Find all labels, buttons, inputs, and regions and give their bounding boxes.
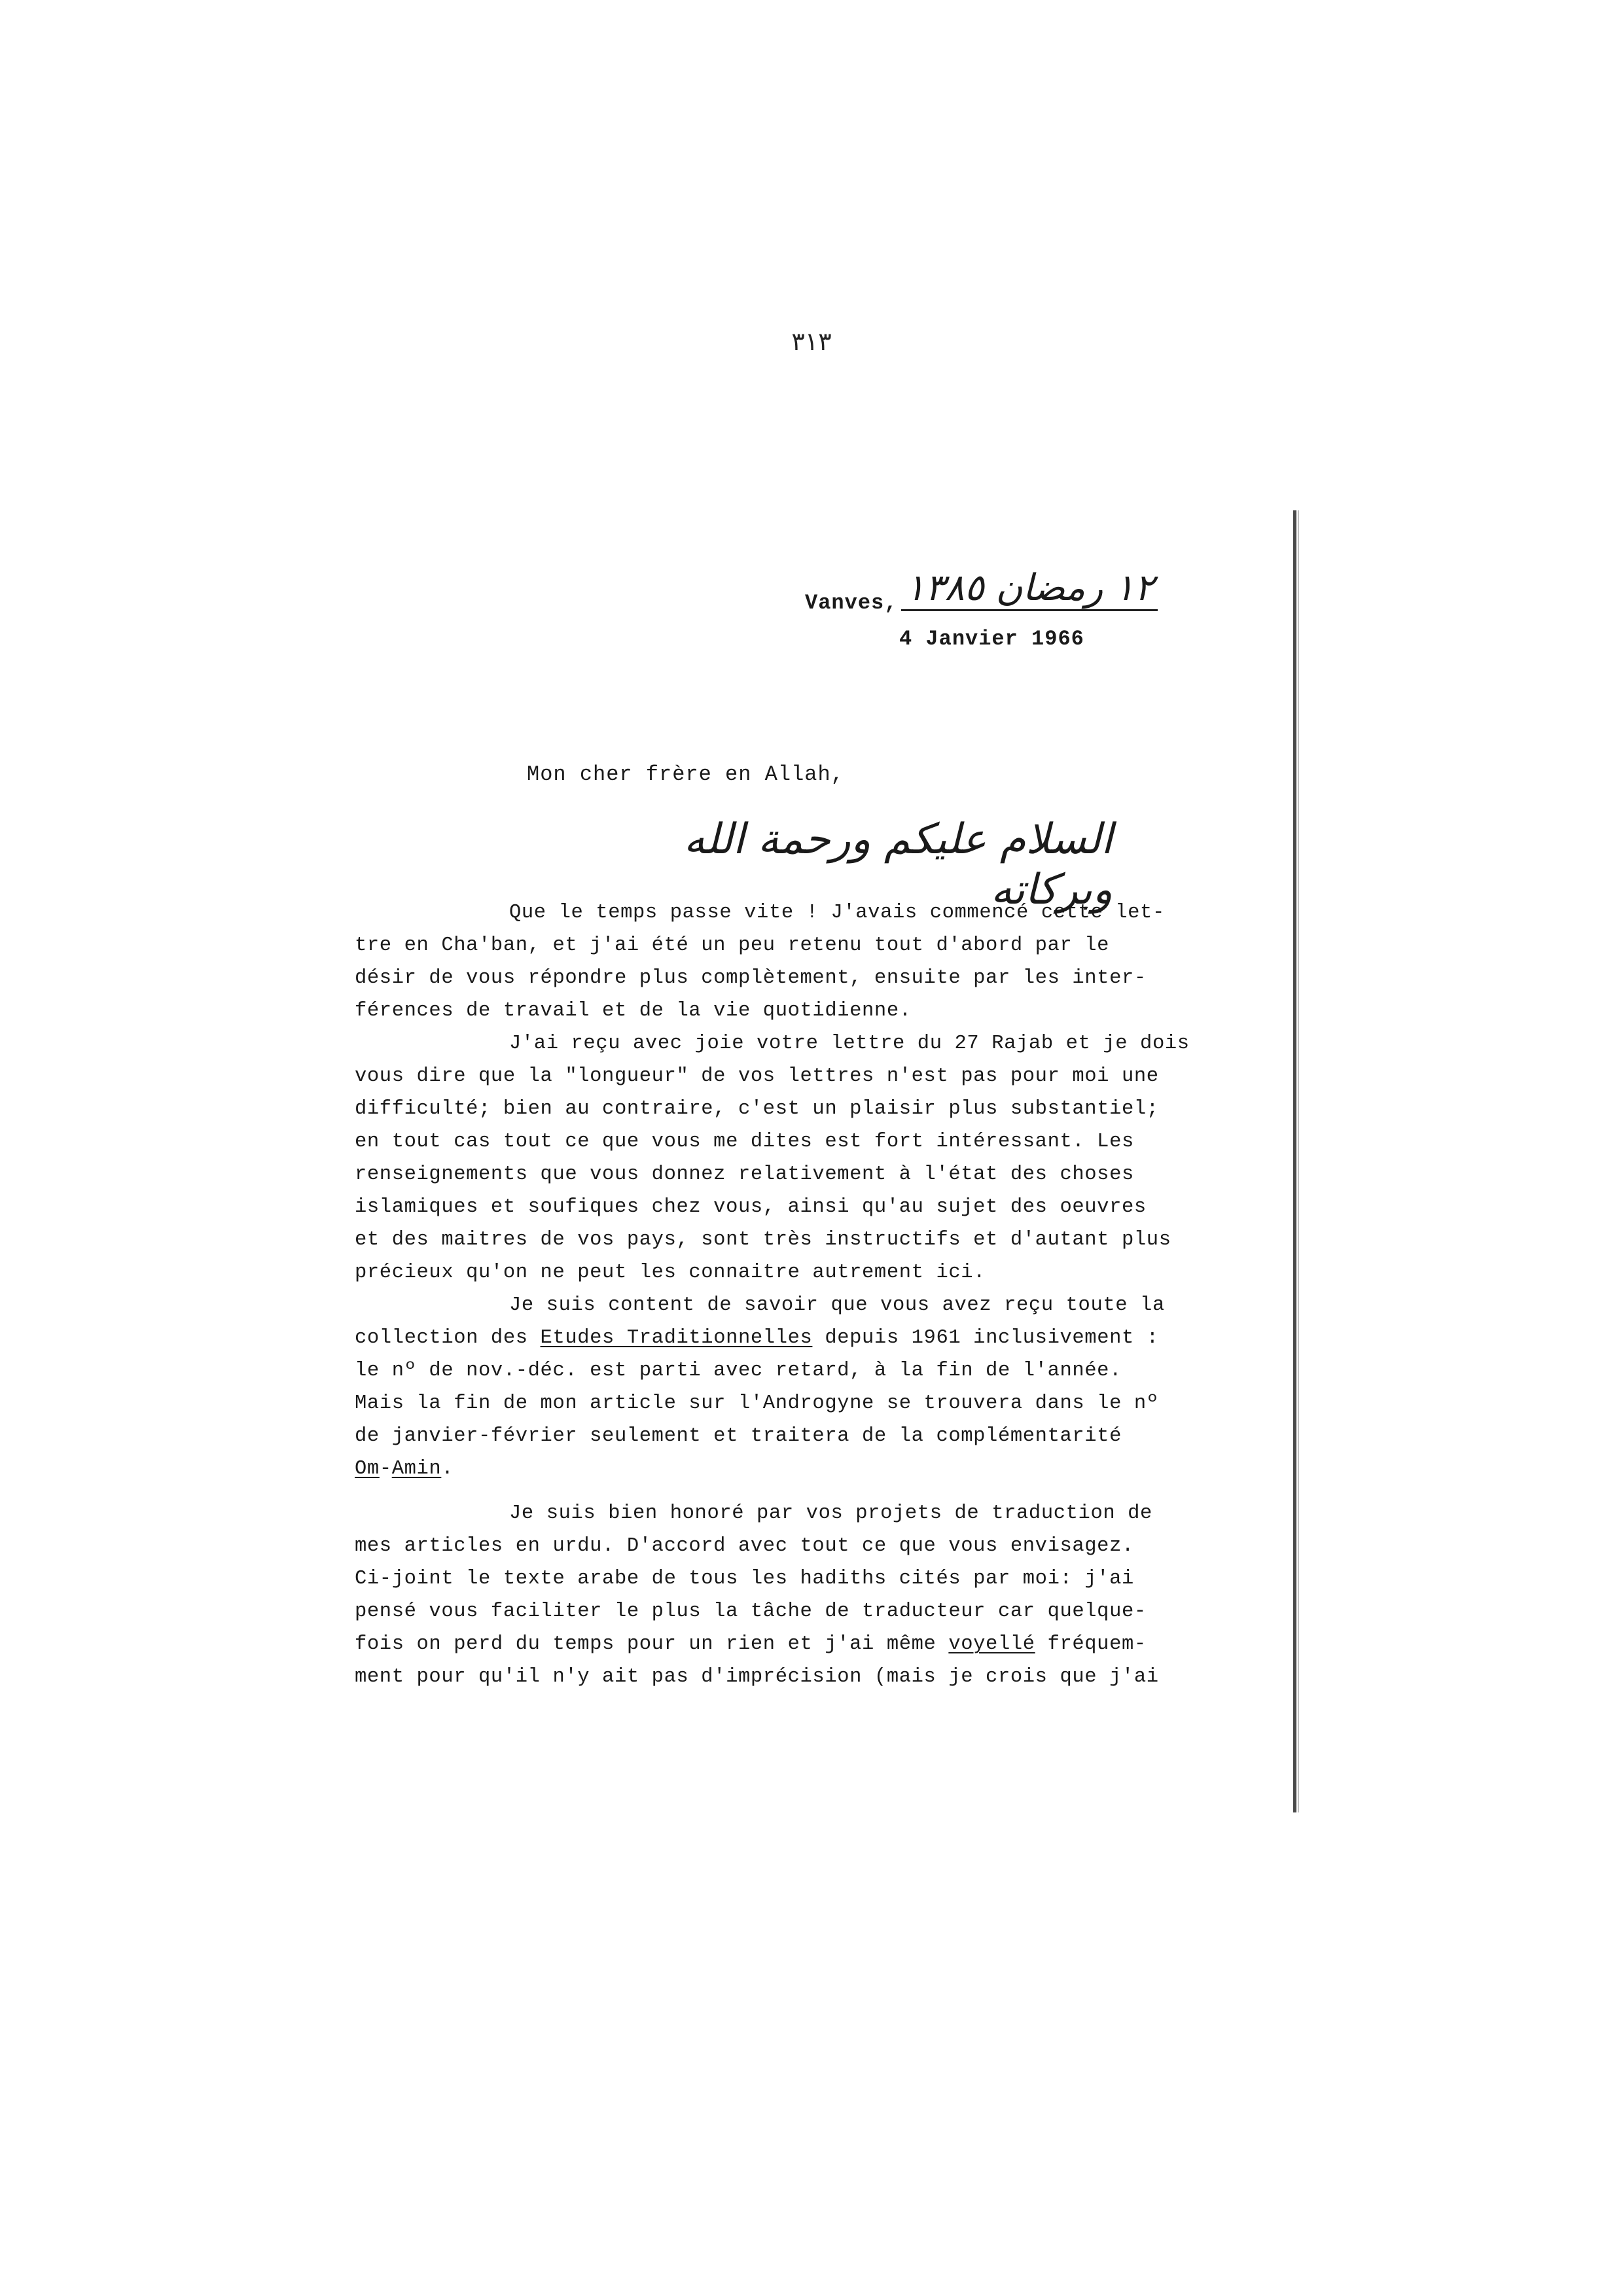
page-number: ٣١٣ <box>791 327 832 356</box>
text-segment: collection des <box>355 1327 541 1349</box>
text-segment: depuis 1961 inclusivement : <box>812 1327 1159 1349</box>
salutation: Mon cher frère en Allah, <box>527 762 844 786</box>
hijri-date: ١٢ رمضان ١٣٨٥ <box>901 570 1158 611</box>
arabic-greeting: السلام عليكم ورحمة الله وبركاته <box>683 815 1113 914</box>
paragraph-1 <box>355 896 1284 1027</box>
text-line: férences de travail et de la vie quotidienne. <box>355 1000 912 1022</box>
text-line: islamiques et soufiques chez vous, ainsi qu'au sujet des oeuvres <box>355 1196 1147 1218</box>
text-line: de janvier-février seulement et traitera de la complémentarité <box>355 1425 1122 1447</box>
paragraph-gap <box>355 1485 1284 1497</box>
text-line: Mais la fin de mon article sur l'Androgyne se trouvera dans le nº <box>355 1392 1159 1415</box>
text-line <box>355 1322 1284 1354</box>
paragraph-2 <box>355 1027 1284 1289</box>
text-segment: fois on perd du temps pour un rien et j'ai même <box>355 1633 949 1655</box>
letter-header <box>805 556 1158 615</box>
text-line: J'ai reçu avec joie votre lettre du 27 Rajab et je dois <box>509 1033 1190 1055</box>
underlined-term: Om <box>355 1458 380 1480</box>
text-line: Je suis bien honoré par vos projets de traduction de <box>509 1502 1152 1525</box>
place-name: Vanves, <box>805 591 898 615</box>
text-line: difficulté; bien au contraire, c'est un plaisir plus substantiel; <box>355 1098 1159 1120</box>
text-line: en tout cas tout ce que vous me dites est fort intéressant. Les <box>355 1131 1134 1153</box>
text-line: précieux qu'on ne peut les connaitre autrement ici. <box>355 1262 986 1284</box>
text-segment: fréquem- <box>1035 1633 1147 1655</box>
text-line: mes articles en urdu. D'accord avec tout ce que vous envisagez. <box>355 1535 1134 1557</box>
paragraph-4 <box>355 1497 1284 1693</box>
paragraph-3 <box>355 1289 1284 1485</box>
text-line: et des maitres de vos pays, sont très instructifs et d'autant plus <box>355 1229 1171 1251</box>
text-line: le nº de nov.-déc. est parti avec retard, à la fin de l'année. <box>355 1360 1122 1382</box>
page-edge-rule <box>1293 510 1296 1812</box>
letter-body <box>355 896 1284 1693</box>
text-line: désir de vous répondre plus complètement, ensuite par les inter- <box>355 967 1147 989</box>
text-line: vous dire que la "longueur" de vos lettres n'est pas pour moi une <box>355 1065 1159 1087</box>
journal-title: Etudes Traditionnelles <box>540 1327 813 1349</box>
text-line: Ci-joint le texte arabe de tous les hadiths cités par moi: j'ai <box>355 1568 1134 1590</box>
text-line: renseignements que vous donnez relativement à l'état des choses <box>355 1163 1134 1186</box>
text-segment: - <box>379 1458 392 1480</box>
text-line: pensé vous faciliter le plus la tâche de traducteur car quelque- <box>355 1600 1147 1623</box>
underlined-term: Amin <box>391 1458 442 1480</box>
text-segment: . <box>441 1458 454 1480</box>
text-line <box>355 1628 1284 1661</box>
text-line <box>355 1453 1284 1485</box>
gregorian-date: 4 Janvier 1966 <box>899 627 1084 651</box>
text-line: Que le temps passe vite ! J'avais commencé cette let- <box>509 902 1165 924</box>
text-line: tre en Cha'ban, et j'ai été un peu retenu tout d'abord par le <box>355 934 1110 957</box>
text-line: ment pour qu'il n'y ait pas d'imprécision (mais je crois que j'ai <box>355 1666 1159 1688</box>
underlined-term: voyellé <box>948 1633 1035 1655</box>
text-line: Je suis content de savoir que vous avez reçu toute la <box>509 1294 1165 1316</box>
